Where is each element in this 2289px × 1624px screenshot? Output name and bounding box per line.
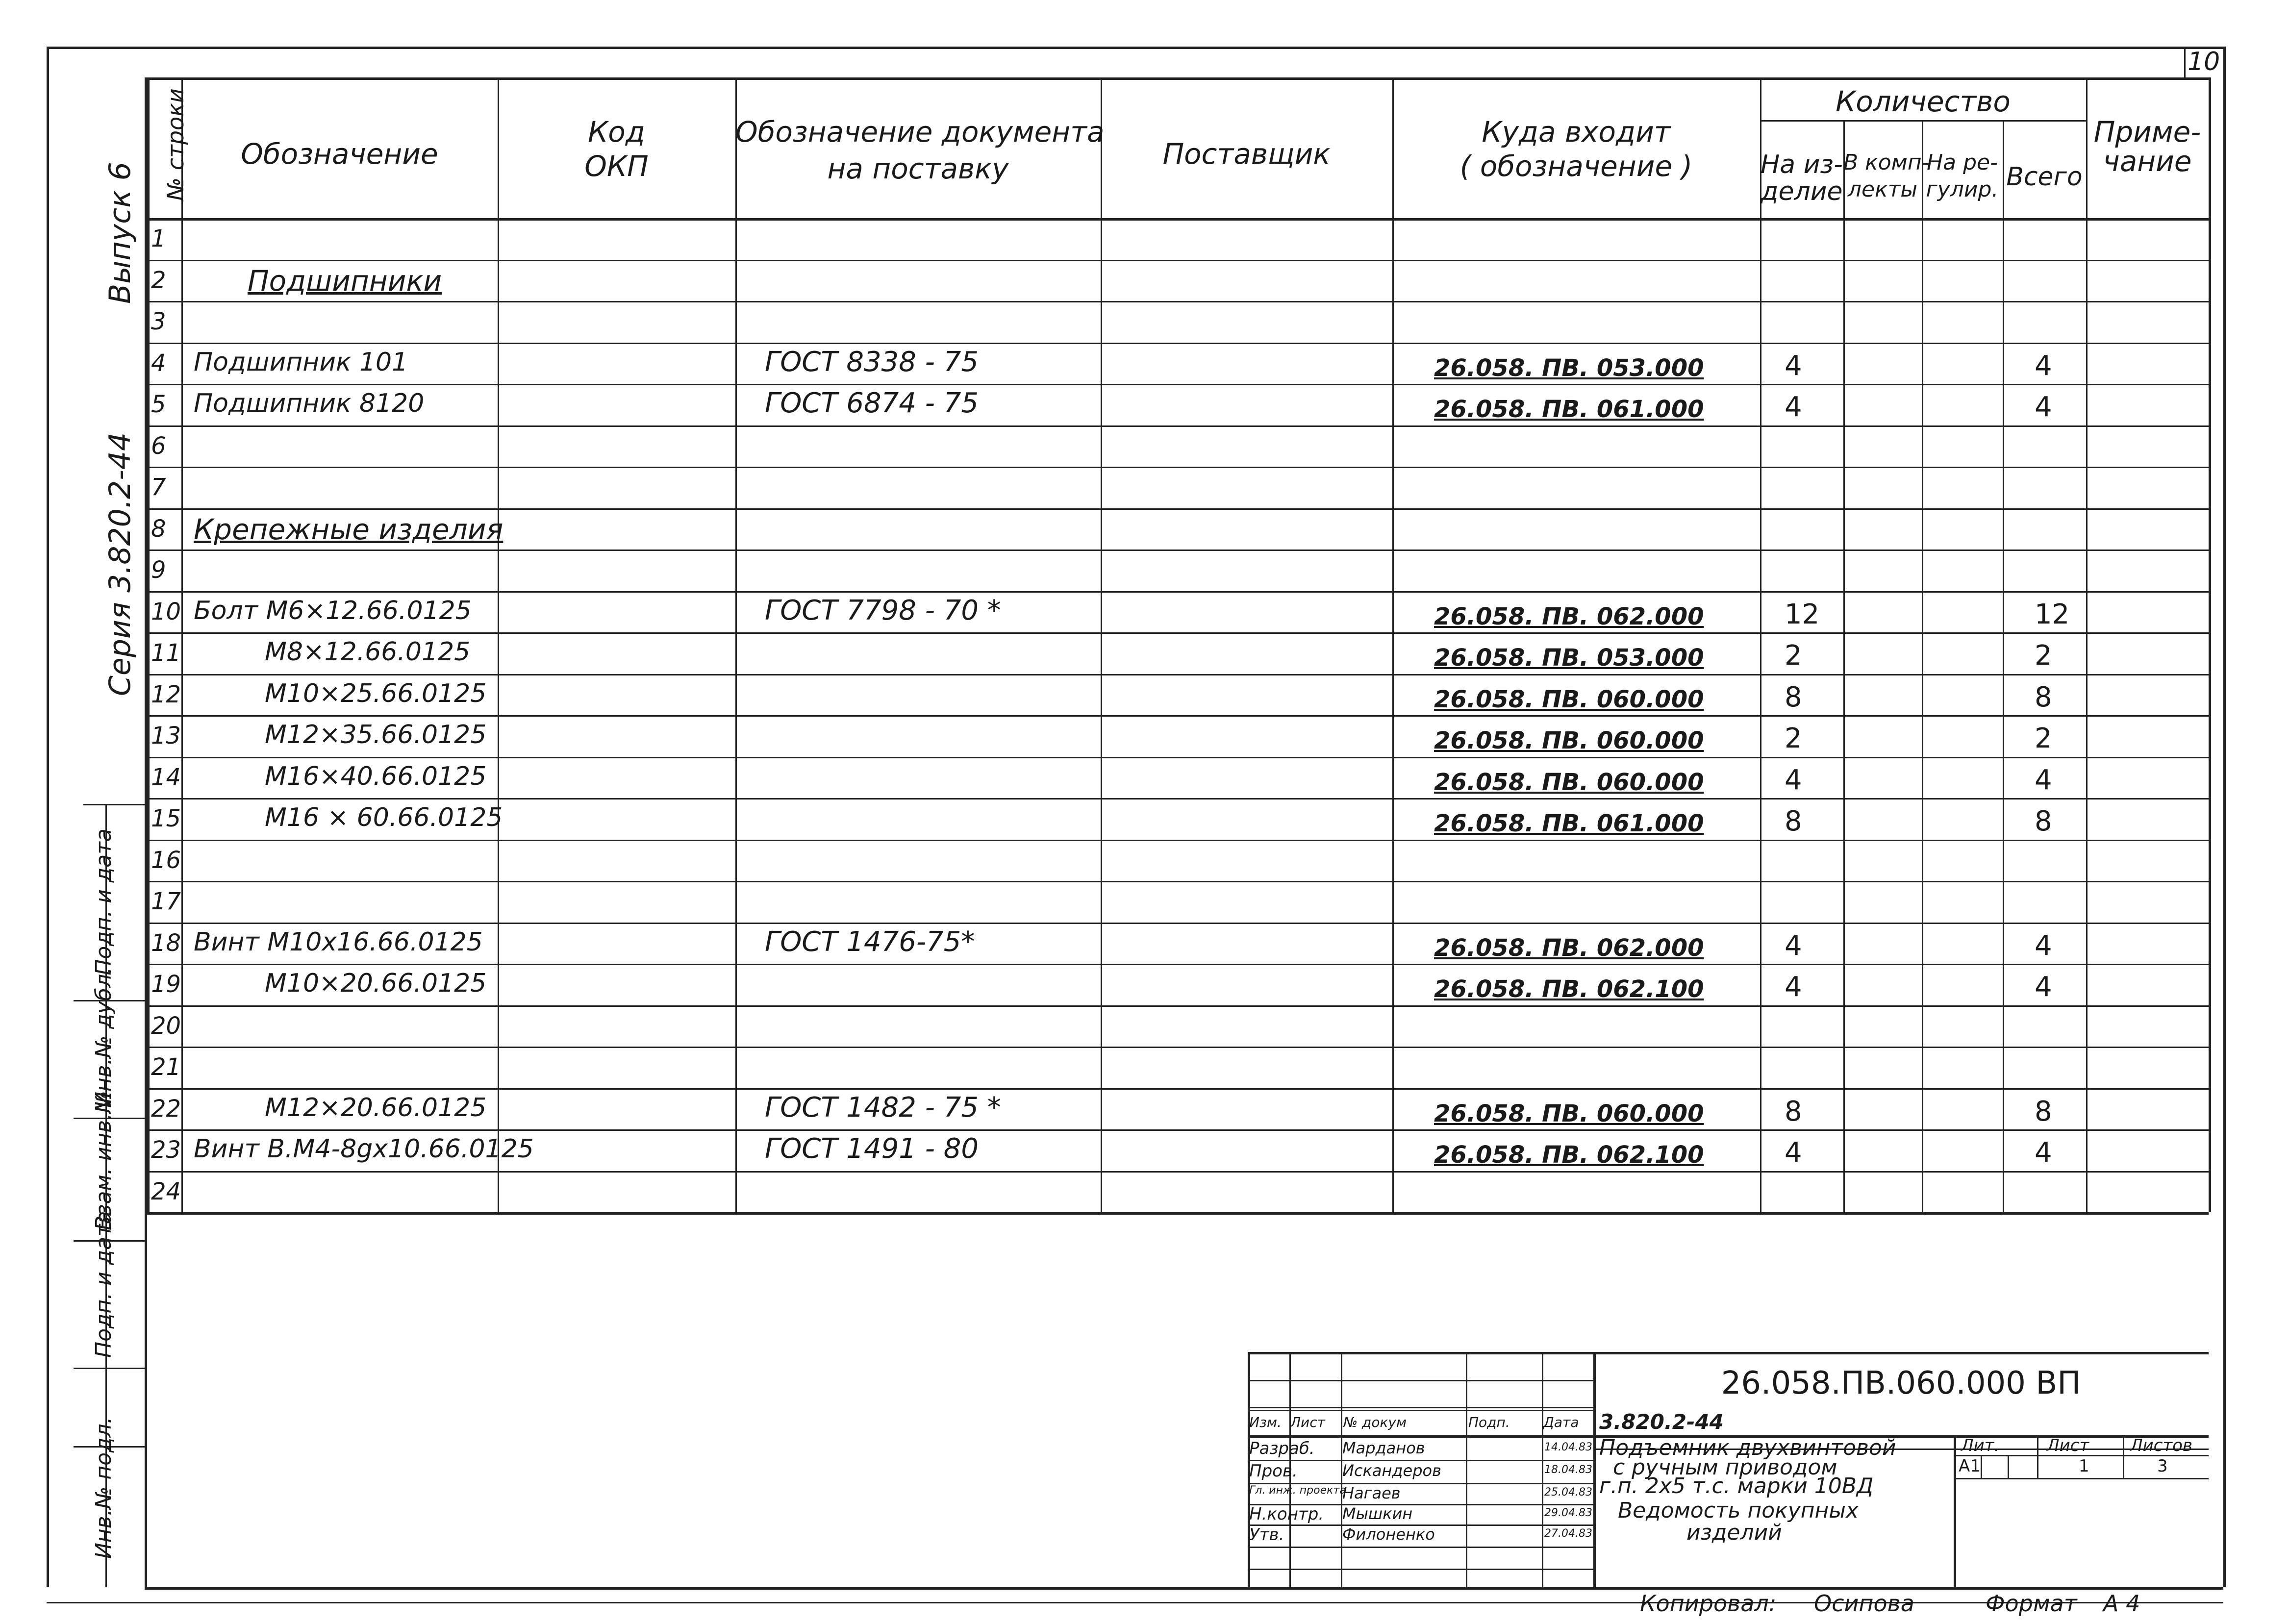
col-line-7 [1843, 120, 1845, 1212]
header-rownum: № строки [162, 88, 189, 201]
header-q-total: Всего [2006, 162, 2083, 192]
qty-per-item: 12 [1785, 598, 1820, 630]
item-designation: Подшипник 101 [194, 347, 408, 377]
row-number: 7 [151, 474, 166, 501]
row-number: 12 [151, 680, 181, 708]
row-line-15 [147, 840, 2209, 841]
section-title: Подшипники [248, 264, 442, 298]
row-line-6 [147, 467, 2209, 468]
series-ref: 3.820.2-44 [1599, 1410, 1724, 1434]
where-used: 26.058. ПВ. 062.100 [1434, 1141, 1704, 1169]
row-number: 14 [151, 763, 181, 791]
where-used: 26.058. ПВ. 060.000 [1434, 727, 1704, 754]
col-line-6 [1760, 77, 1761, 1212]
qty-total: 8 [2035, 805, 2052, 837]
margin-label-2: Взам. инв.№ [91, 1091, 116, 1230]
delivery-doc: ГОСТ 7798 - 70 * [765, 594, 1001, 626]
sheets-label: Листов [2130, 1436, 2193, 1455]
col-line-2 [498, 77, 499, 1212]
margin-label-0: Подп. и дата [91, 828, 116, 975]
tb-person-row-4 [1248, 1547, 1593, 1548]
row-number: 23 [151, 1136, 181, 1164]
signer-role: Гл. инж. проекта [1249, 1484, 1346, 1497]
header-okp-2: ОКП [584, 150, 649, 183]
qty-total: 4 [2035, 1137, 2052, 1169]
margin-box-top [83, 804, 145, 805]
format-value: А 4 [2103, 1590, 2140, 1617]
row-number: 10 [151, 598, 181, 625]
doc-title-1: Ведомость покупных [1618, 1498, 1859, 1523]
lit-value: А1 [1959, 1456, 1981, 1476]
col-line-11 [2209, 77, 2211, 1212]
row-number: 4 [151, 349, 166, 377]
row-number: 9 [151, 556, 166, 584]
qty-total: 12 [2035, 598, 2070, 630]
doc-title-2: изделий [1686, 1520, 1782, 1545]
row-number: 24 [151, 1177, 181, 1205]
tb-col-header: Дата [1543, 1414, 1579, 1430]
row-line-13 [147, 757, 2209, 758]
item-designation: М12×35.66.0125 [265, 720, 487, 750]
qty-total: 8 [2035, 681, 2052, 713]
copied-name: Осипова [1814, 1590, 1914, 1617]
tb-header-top [1248, 1410, 1593, 1411]
table-bottom [147, 1212, 2209, 1215]
row-line-2 [147, 301, 2209, 302]
header-q-repair: На ре- [1927, 150, 1998, 175]
qty-total: 2 [2035, 640, 2052, 672]
tb-col-header: Изм. [1249, 1414, 1282, 1430]
header-quantity: Количество [1836, 85, 2011, 118]
sheet-number-box [2184, 47, 2186, 78]
copied-label: Копировал: [1640, 1590, 1777, 1617]
tb-rev-row-0 [1248, 1380, 1593, 1381]
col-line-0 [147, 77, 150, 1212]
header-q-item-2: делие [1761, 177, 1843, 206]
row-number: 19 [151, 971, 181, 998]
row-number: 5 [151, 391, 166, 418]
row-line-17 [147, 923, 2209, 924]
col-line-4 [1101, 77, 1102, 1212]
tb-lit-row [1954, 1478, 2209, 1479]
qty-per-item: 4 [1785, 1137, 1802, 1169]
tb-col-4 [1542, 1352, 1543, 1587]
header-note: Приме- [2093, 115, 2201, 149]
row-number: 11 [151, 639, 181, 667]
issue-label: Выпуск 6 [103, 162, 137, 304]
sheet-label: Лист [2047, 1436, 2089, 1455]
col-line-3 [735, 77, 737, 1212]
header-okp: Код [588, 115, 645, 149]
row-number: 18 [151, 929, 181, 957]
row-line-20 [147, 1047, 2209, 1048]
row-number: 15 [151, 805, 181, 832]
row-line-11 [147, 674, 2209, 675]
sheet-value: 1 [2079, 1456, 2089, 1476]
where-used: 26.058. ПВ. 060.000 [1434, 768, 1704, 796]
header-q-kit: В комп- [1843, 150, 1930, 175]
frame-bottom [145, 1587, 2223, 1590]
tb-rev-row-1 [1248, 1407, 1593, 1408]
signer-name: Филоненко [1342, 1525, 1435, 1544]
item-designation: М16×40.66.0125 [265, 761, 487, 791]
row-line-16 [147, 881, 2209, 882]
row-line-14 [147, 798, 2209, 800]
header-delivery-doc: Обозначение документа [735, 115, 1105, 149]
qty-per-item: 2 [1785, 723, 1802, 754]
row-line-18 [147, 964, 2209, 965]
row-number: 8 [151, 515, 166, 543]
header-q-repair-2: гулир. [1926, 177, 1999, 202]
row-number: 20 [151, 1012, 181, 1040]
qty-per-item: 8 [1785, 805, 1802, 837]
qty-total: 4 [2035, 971, 2052, 1003]
margin-box-sep-3 [74, 1368, 145, 1369]
qty-per-item: 8 [1785, 1095, 1802, 1127]
row-number: 22 [151, 1095, 181, 1123]
header-note-2: чание [2103, 145, 2192, 178]
header-delivery-doc-2: на поставку [827, 152, 1009, 185]
signer-name: Марданов [1342, 1439, 1425, 1457]
delivery-doc: ГОСТ 1491 - 80 [765, 1133, 979, 1165]
row-line-23 [147, 1171, 2209, 1173]
item-designation: М10×25.66.0125 [265, 678, 487, 708]
row-line-8 [147, 550, 2209, 551]
margin-label-3: Подп. и дата [91, 1211, 116, 1358]
qty-total: 4 [2035, 929, 2052, 962]
lit-label: Лит. [1961, 1436, 2000, 1455]
where-used: 26.058. ПВ. 060.000 [1434, 1099, 1704, 1127]
header-designation: Обозначение [241, 137, 438, 171]
signer-date: 18.04.83 [1544, 1464, 1592, 1476]
row-number: 17 [151, 888, 181, 915]
tb-col-header: Подп. [1468, 1414, 1510, 1430]
row-number: 6 [151, 432, 166, 460]
frame-top [47, 47, 2223, 49]
row-number: 2 [151, 266, 166, 294]
where-used: 26.058. ПВ. 062.000 [1434, 934, 1704, 962]
qty-per-item: 4 [1785, 971, 1802, 1003]
signer-date: 25.04.83 [1544, 1486, 1592, 1499]
row-line-12 [147, 715, 2209, 717]
format-label: Формат [1986, 1590, 2077, 1617]
delivery-doc: ГОСТ 6874 - 75 [765, 387, 979, 419]
signer-name: Нагаев [1342, 1484, 1401, 1502]
tb-lit-col-1 [2123, 1435, 2124, 1478]
signer-date: 27.04.83 [1544, 1527, 1592, 1540]
header-q-item: На из- [1761, 150, 1843, 179]
signer-date: 29.04.83 [1544, 1507, 1592, 1519]
title-block-top [1248, 1352, 2209, 1354]
product-name-2: с ручным приводом [1613, 1455, 1837, 1480]
doc-code: 26.058.ПВ.060.000 ВП [1721, 1365, 2081, 1401]
margin-label-1: Инв.№ дубл. [91, 967, 116, 1108]
frame-left [47, 47, 49, 1587]
row-number: 1 [151, 225, 166, 252]
delivery-doc: ГОСТ 8338 - 75 [765, 346, 979, 378]
col-line-10 [2086, 77, 2088, 1212]
frame-right [2223, 47, 2226, 1587]
signer-role: Утв. [1249, 1525, 1284, 1545]
header-q-kit-2: лекты [1847, 177, 1918, 202]
signer-role: Разраб. [1249, 1439, 1315, 1458]
row-line-4 [147, 384, 2209, 385]
row-number: 16 [151, 846, 181, 874]
row-line-21 [147, 1088, 2209, 1090]
tb-col-header: № докум [1343, 1414, 1407, 1430]
where-used: 26.058. ПВ. 053.000 [1434, 354, 1704, 382]
signer-role: Пров. [1249, 1461, 1298, 1481]
qty-per-item: 4 [1785, 764, 1802, 796]
item-designation: М8×12.66.0125 [265, 637, 471, 667]
row-line-22 [147, 1129, 2209, 1131]
row-line-9 [147, 591, 2209, 593]
sheet-number: 10 [2188, 47, 2220, 76]
header-bottom [147, 218, 2209, 221]
col-line-5 [1392, 77, 1394, 1212]
product-name-1: Подъемник двухвинтовой [1599, 1435, 1896, 1460]
qty-per-item: 2 [1785, 640, 1802, 672]
qty-per-item: 4 [1785, 350, 1802, 382]
qty-total: 4 [2035, 350, 2052, 382]
where-used: 26.058. ПВ. 061.000 [1434, 810, 1704, 837]
qty-per-item: 4 [1785, 929, 1802, 962]
col-line-8 [1922, 120, 1923, 1212]
row-line-19 [147, 1005, 2209, 1007]
qty-total: 8 [2035, 1095, 2052, 1127]
tb-person-row-5 [1248, 1569, 1593, 1570]
where-used: 26.058. ПВ. 061.000 [1434, 396, 1704, 423]
row-line-7 [147, 508, 2209, 510]
col-line-9 [2003, 120, 2004, 1212]
qty-total: 4 [2035, 391, 2052, 423]
tb-col-3 [1466, 1352, 1467, 1587]
row-number: 21 [151, 1053, 181, 1081]
item-designation: Винт М10х16.66.0125 [194, 927, 483, 957]
qty-per-item: 8 [1785, 681, 1802, 713]
item-designation: М12×20.66.0125 [265, 1093, 487, 1123]
row-line-10 [147, 632, 2209, 634]
section-title: Крепежные изделия [194, 512, 503, 546]
item-designation: М16 × 60.66.0125 [265, 803, 503, 832]
header-where: Куда входит [1482, 115, 1671, 149]
row-number: 3 [151, 308, 166, 335]
tb-lit-sub-0 [1981, 1455, 1982, 1478]
series-label: Серия 3.820.2-44 [103, 432, 137, 696]
item-designation: М10×20.66.0125 [265, 969, 487, 998]
qty-total: 4 [2035, 764, 2052, 796]
tb-lit-divider [1954, 1435, 1956, 1587]
where-used: 26.058. ПВ. 062.000 [1434, 602, 1704, 630]
where-used: 26.058. ПВ. 062.100 [1434, 975, 1704, 1003]
tb-lit-col-0 [2037, 1435, 2038, 1478]
sheets-value: 3 [2157, 1456, 2168, 1476]
tb-col-header: Лист [1290, 1414, 1325, 1430]
qty-per-item: 4 [1785, 391, 1802, 423]
header-where-2: ( обозначение ) [1459, 150, 1693, 183]
signer-name: Искандеров [1342, 1461, 1441, 1480]
product-name-3: г.п. 2х5 т.с. марки 10ВД [1599, 1474, 1874, 1499]
table-top [147, 77, 2209, 80]
qty-total: 2 [2035, 723, 2052, 754]
row-line-1 [147, 260, 2209, 261]
item-designation: Болт М6×12.66.0125 [194, 596, 472, 625]
signer-date: 14.04.83 [1544, 1441, 1592, 1453]
row-line-3 [147, 343, 2209, 344]
item-designation: Винт В.М4-8gх10.66.0125 [194, 1134, 534, 1164]
signer-role: Н.контр. [1249, 1504, 1324, 1524]
row-line-5 [147, 425, 2209, 427]
col-line-1 [181, 77, 183, 1212]
where-used: 26.058. ПВ. 053.000 [1434, 644, 1704, 672]
margin-label-4: Инв.№ подл. [91, 1417, 116, 1559]
row-number: 13 [151, 722, 181, 750]
item-designation: Подшипник 8120 [194, 389, 425, 418]
tb-lit-sub-1 [2008, 1455, 2009, 1478]
delivery-doc: ГОСТ 1476-75* [765, 925, 975, 958]
where-used: 26.058. ПВ. 060.000 [1434, 685, 1704, 713]
signer-name: Мышкин [1342, 1504, 1413, 1523]
delivery-doc: ГОСТ 1482 - 75 * [765, 1091, 1001, 1124]
header-supplier: Поставщик [1162, 137, 1331, 171]
